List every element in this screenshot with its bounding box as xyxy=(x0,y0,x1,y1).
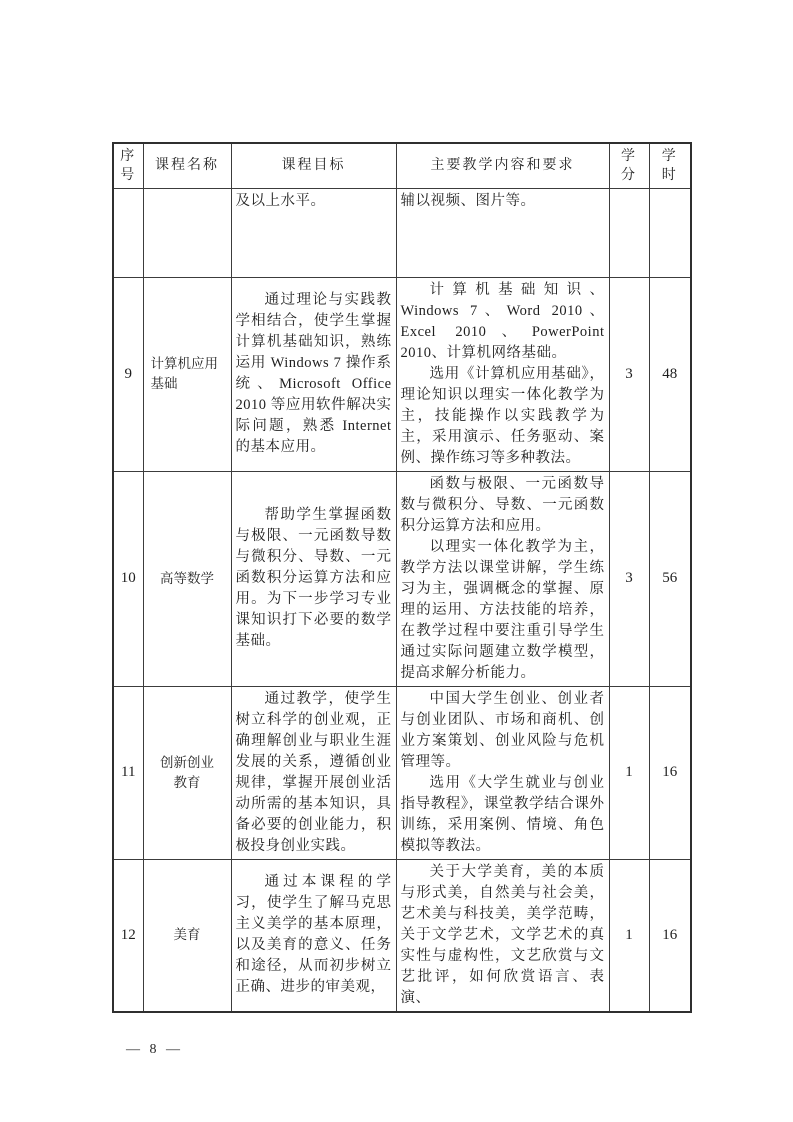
content-paragraph: 选用《计算机应用基础》，理论知识以理实一体化教学为主，技能操作以实践教学为主，采用演示、任务驱动、案例、操作练习等多种教法。 xyxy=(400,365,605,466)
content-paragraph: 以理实一体化教学为主，教学方法以课堂讲解，学生练习为主，强调概念的掌握、原理的运用、方法技能的培养，在教学过程中要注重引导学生通过实际问题建立数学模型，提高求解分析能力。 xyxy=(400,538,605,681)
credits-cell: 1 xyxy=(609,686,649,859)
course-name: 创新创业 教育 xyxy=(160,754,214,790)
objectives-paragraph: 帮助学生掌握函数与极限、一元函数导数与微积分、导数、一元函数积分运算方法和应用。为下一步学习专业课知识打下必要的数学基础。 xyxy=(235,507,392,649)
objectives-paragraph: 通过理论与实践教学相结合，使学生掌握计算机基础知识，熟练运用 Windows 7 操作系统、Microsoft Office 2010 等应用软件解决实际问题，熟悉 Internet 的基本应用。 xyxy=(235,292,392,455)
course-name: 高等数学 xyxy=(160,570,214,586)
header-content: 主要教学内容和要求 xyxy=(396,143,609,188)
header-objectives: 课程目标 xyxy=(231,143,396,188)
header-hours: 学时 xyxy=(649,143,691,188)
course-table-body xyxy=(113,188,691,1012)
seq-cell: 9 xyxy=(113,277,143,471)
header-credits: 学分 xyxy=(609,143,649,188)
hours-cell: 16 xyxy=(649,859,691,1012)
objectives-cell xyxy=(231,686,396,859)
course-name-cell xyxy=(143,859,231,1012)
header-seq: 序号 xyxy=(113,143,143,188)
objectives-cell xyxy=(231,188,396,277)
content-paragraph: 中国大学生创业、创业者与创业团队、市场和商机、创业方案策划、创业风险与危机管理等。 xyxy=(400,690,605,770)
objectives-paragraph: 通过教学，使学生树立科学的创业观，正确理解创业与职业生涯发展的关系，遵循创业规律，掌握开展创业活动所需的基本知识，具备必要的创业能力，积极投身创业实践。 xyxy=(235,690,392,854)
credits-cell: 3 xyxy=(609,471,649,686)
hours-cell xyxy=(649,188,691,277)
credits-cell: 1 xyxy=(609,859,649,1012)
course-table-header xyxy=(113,143,691,188)
objectives-cell xyxy=(231,277,396,471)
header-row xyxy=(113,143,691,188)
objectives-cell xyxy=(231,859,396,1012)
content-cell xyxy=(396,686,609,859)
table-row xyxy=(113,686,691,859)
content-cell xyxy=(396,188,609,277)
course-name-cell xyxy=(143,277,231,471)
content-paragraph: 辅以视频、图片等。 xyxy=(400,192,536,209)
course-name-cell xyxy=(143,188,231,277)
table-row xyxy=(113,471,691,686)
seq-cell xyxy=(113,188,143,277)
page-footer: — 8 — xyxy=(126,1042,183,1057)
content-paragraph: 选用《大学生就业与创业指导教程》，课堂教学结合课外训练，采用案例、情境、角色模拟等教法。 xyxy=(400,774,605,854)
course-name: 计算机应用 基础 xyxy=(150,356,218,391)
course-name: 美育 xyxy=(173,927,201,942)
course-name-cell xyxy=(143,471,231,686)
content-cell xyxy=(396,277,609,471)
content-paragraph: 函数与极限、一元函数导数与微积分、导数、一元函数积分运算方法和应用。 xyxy=(400,475,605,534)
content-paragraph: 计算机基础知识、Windows 7、Word 2010、Excel 2010、PowerPoint 2010、计算机网络基础。 xyxy=(400,281,605,361)
hours-cell: 16 xyxy=(649,686,691,859)
objectives-cell xyxy=(231,471,396,686)
seq-cell: 11 xyxy=(113,686,143,859)
hours-cell: 48 xyxy=(649,277,691,471)
objectives-paragraph: 及以上水平。 xyxy=(235,192,326,209)
hours-cell: 56 xyxy=(649,471,691,686)
seq-cell: 12 xyxy=(113,859,143,1012)
table-row xyxy=(113,188,691,277)
seq-cell: 10 xyxy=(113,471,143,686)
credits-cell: 3 xyxy=(609,277,649,471)
course-name-cell xyxy=(143,686,231,859)
content-paragraph: 关于大学美育，美的本质与形式美，自然美与社会美，艺术美与科技美，美学范畴，关于文学艺术，文学艺术的真实性与虚构性，文艺欣赏与文艺批评，如何欣赏语言、表演、 xyxy=(400,863,605,1006)
content-cell xyxy=(396,859,609,1012)
credits-cell xyxy=(609,188,649,277)
course-table xyxy=(112,142,692,1013)
table-row xyxy=(113,859,691,1012)
header-course-name: 课程名称 xyxy=(143,143,231,188)
content-cell xyxy=(396,471,609,686)
table-row xyxy=(113,277,691,471)
objectives-paragraph: 通过本课程的学习，使学生了解马克思主义美学的基本原理，以及美育的意义、任务和途径，从而初步树立正确、进步的审美观， xyxy=(235,874,392,995)
